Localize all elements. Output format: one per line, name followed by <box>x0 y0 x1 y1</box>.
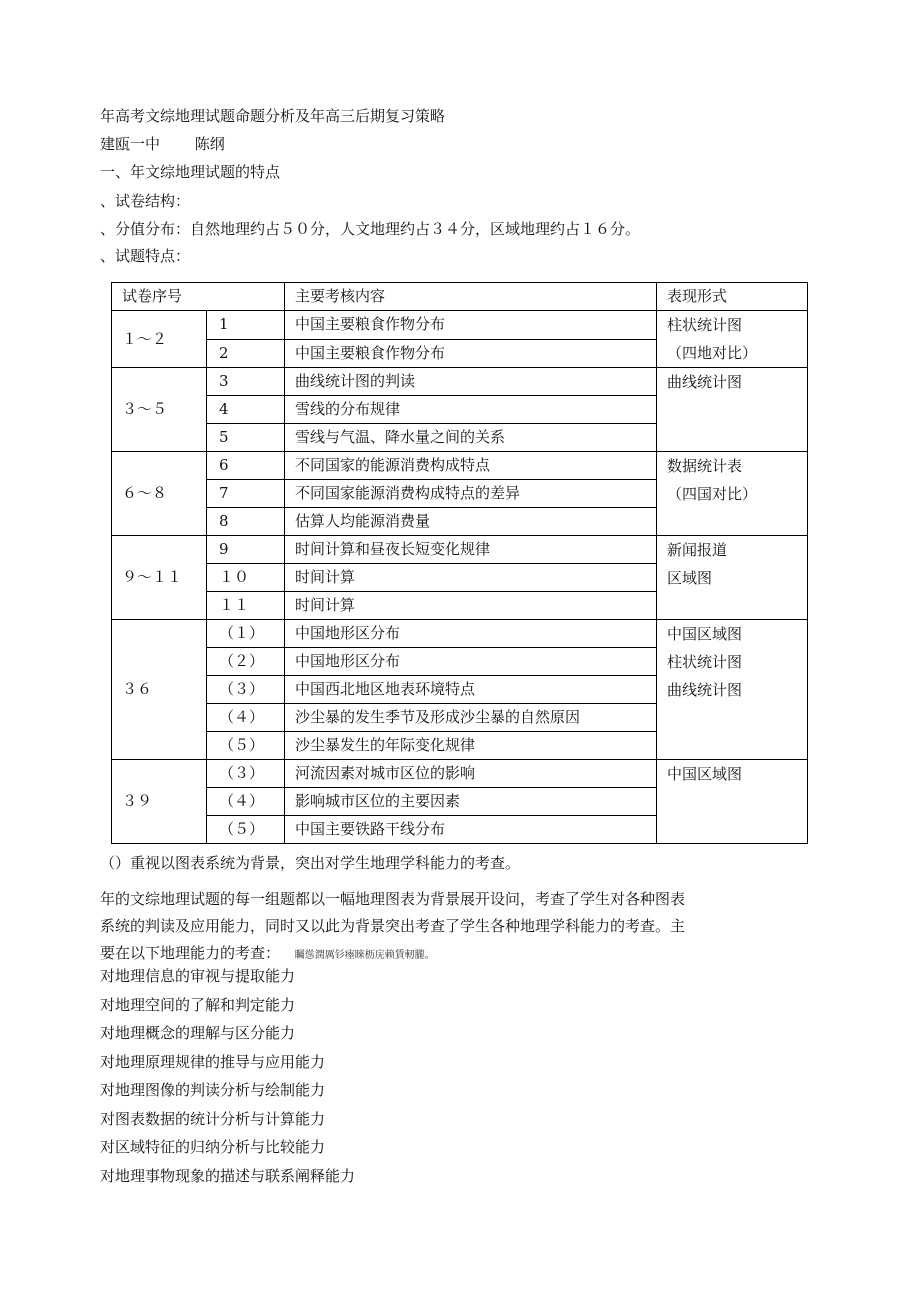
question-range-cell: ６～８ <box>112 452 207 536</box>
form-line: 数据统计表 <box>667 457 743 475</box>
author-name: 陈纲 <box>194 135 225 153</box>
table-row <box>112 311 808 340</box>
content-cell: 不同国家能源消费构成特点的差异 <box>285 480 657 508</box>
form-line: 柱状统计图 <box>667 316 743 334</box>
question-range-cell: １～２ <box>112 311 207 368</box>
sub-question-cell: 1 <box>207 311 285 340</box>
sub-question-cell: 8 <box>207 508 285 536</box>
content-cell: 沙尘暴的发生季节及形成沙尘暴的自然原因 <box>285 704 657 732</box>
garbled-text: 矚慫潤厲钐瘞睞枥庑赖賃軔朧。 <box>294 950 435 961</box>
form-line: 新闻报道 <box>667 541 728 559</box>
content-cell: 中国主要粮食作物分布 <box>285 339 657 368</box>
para-line-1: 年的文综地理试题的每一组题都以一幅地理图表为背景展开设问，考查了学生对各种图表 <box>100 890 686 908</box>
sub-question-cell: （３） <box>207 676 285 704</box>
content-cell: 沙尘暴发生的年际变化规律 <box>285 732 657 760</box>
content-cell: 中国主要铁路干线分布 <box>285 816 657 844</box>
ability-item: 对地理空间的了解和判定能力 <box>100 995 296 1014</box>
table-row <box>112 620 808 648</box>
para-line-2: 系统的判读及应用能力，同时又以此为背景突出考查了学生各种地理学科能力的考查。主 <box>100 917 686 935</box>
form-line: 中国区域图 <box>667 765 743 783</box>
item-structure: 、试卷结构： <box>100 192 191 210</box>
ability-item: 对地理原理规律的推导与应用能力 <box>100 1052 326 1071</box>
ability-item: 对地理事物现象的描述与联系阐释能力 <box>100 1166 356 1185</box>
content-cell: 雪线的分布规律 <box>285 396 657 424</box>
sub-question-cell: 3 <box>207 368 285 396</box>
author-school: 建瓯一中 <box>100 135 161 153</box>
form-line: 曲线统计图 <box>667 681 743 699</box>
doc-title: 年高考文综地理试题命题分析及年高三后期复习策略 <box>100 107 446 125</box>
sub-question-cell: 2 <box>207 339 285 368</box>
sub-question-cell: （１） <box>207 620 285 648</box>
form-line: 柱状统计图 <box>667 653 743 671</box>
content-cell: 中国地形区分布 <box>285 620 657 648</box>
question-range-cell: ３６ <box>112 620 207 760</box>
question-range-cell: ３～５ <box>112 368 207 452</box>
header-seq: 试卷序号 <box>112 283 285 311</box>
section-heading: 一、年文综地理试题的特点 <box>100 163 281 181</box>
form-cell <box>657 368 808 452</box>
form-cell <box>657 620 808 760</box>
form-line: 区域图 <box>667 569 713 587</box>
sub-question-cell: １１ <box>207 592 285 620</box>
question-range-cell: ３９ <box>112 760 207 844</box>
table-row <box>112 452 808 480</box>
form-line: （四地对比） <box>667 344 758 362</box>
sub-question-cell: 9 <box>207 536 285 564</box>
ability-item: 对区域特征的归纳分析与比较能力 <box>100 1138 326 1156</box>
form-line: （四国对比） <box>667 485 758 503</box>
note-line: （）重视以图表系统为背景，突出对学生地理学科能力的考查。 <box>100 854 521 872</box>
content-cell: 不同国家的能源消费构成特点 <box>285 452 657 480</box>
content-cell: 雪线与气温、降水量之间的关系 <box>285 424 657 452</box>
table-row <box>112 368 808 396</box>
content-cell: 河流因素对城市区位的影响 <box>285 760 657 788</box>
sub-question-cell: （５） <box>207 732 285 760</box>
sub-question-cell: 7 <box>207 480 285 508</box>
question-range-cell: ９～１１ <box>112 536 207 620</box>
content-cell: 中国西北地区地表环境特点 <box>285 676 657 704</box>
form-line: 曲线统计图 <box>667 373 743 391</box>
content-cell: 曲线统计图的判读 <box>285 368 657 396</box>
form-cell <box>657 452 808 536</box>
author-line <box>100 134 225 154</box>
ability-list <box>100 962 355 1190</box>
intro-paragraph <box>100 886 750 969</box>
table-row <box>112 760 808 788</box>
sub-question-cell: （４） <box>207 788 285 816</box>
item-score: 、分值分布：自然地理约占５０分，人文地理约占３４分，区域地理约占１６分。 <box>100 220 641 238</box>
sub-question-cell: （４） <box>207 704 285 732</box>
content-cell: 影响城市区位的主要因素 <box>285 788 657 816</box>
ability-item: 对图表数据的统计分析与计算能力 <box>100 1109 326 1128</box>
ability-item: 对地理信息的审视与提取能力 <box>100 967 296 985</box>
sub-question-cell: 6 <box>207 452 285 480</box>
ability-item: 对地理图像的判读分析与绘制能力 <box>100 1081 326 1099</box>
sub-question-cell: （５） <box>207 816 285 844</box>
exam-table <box>111 282 808 844</box>
ability-item: 对地理概念的理解与区分能力 <box>100 1024 296 1042</box>
sub-question-cell: （３） <box>207 760 285 788</box>
content-cell: 中国主要粮食作物分布 <box>285 311 657 340</box>
form-cell <box>657 760 808 844</box>
header-content: 主要考核内容 <box>285 283 657 311</box>
sub-question-cell: （２） <box>207 648 285 676</box>
content-cell: 时间计算 <box>285 564 657 592</box>
table-row <box>112 536 808 564</box>
content-cell: 时间计算 <box>285 592 657 620</box>
sub-question-cell: 4 <box>207 396 285 424</box>
para-line-3-text: 要在以下地理能力的考查： <box>100 944 281 962</box>
form-cell <box>657 311 808 368</box>
sub-question-cell: 5 <box>207 424 285 452</box>
content-cell: 时间计算和昼夜长短变化规律 <box>285 536 657 564</box>
header-form: 表现形式 <box>657 283 808 311</box>
item-features: 、试题特点： <box>100 247 191 265</box>
content-cell: 中国地形区分布 <box>285 648 657 676</box>
content-cell: 估算人均能源消费量 <box>285 508 657 536</box>
form-line: 中国区域图 <box>667 625 743 643</box>
sub-question-cell: １０ <box>207 564 285 592</box>
form-cell <box>657 536 808 620</box>
table-header-row <box>112 283 808 311</box>
